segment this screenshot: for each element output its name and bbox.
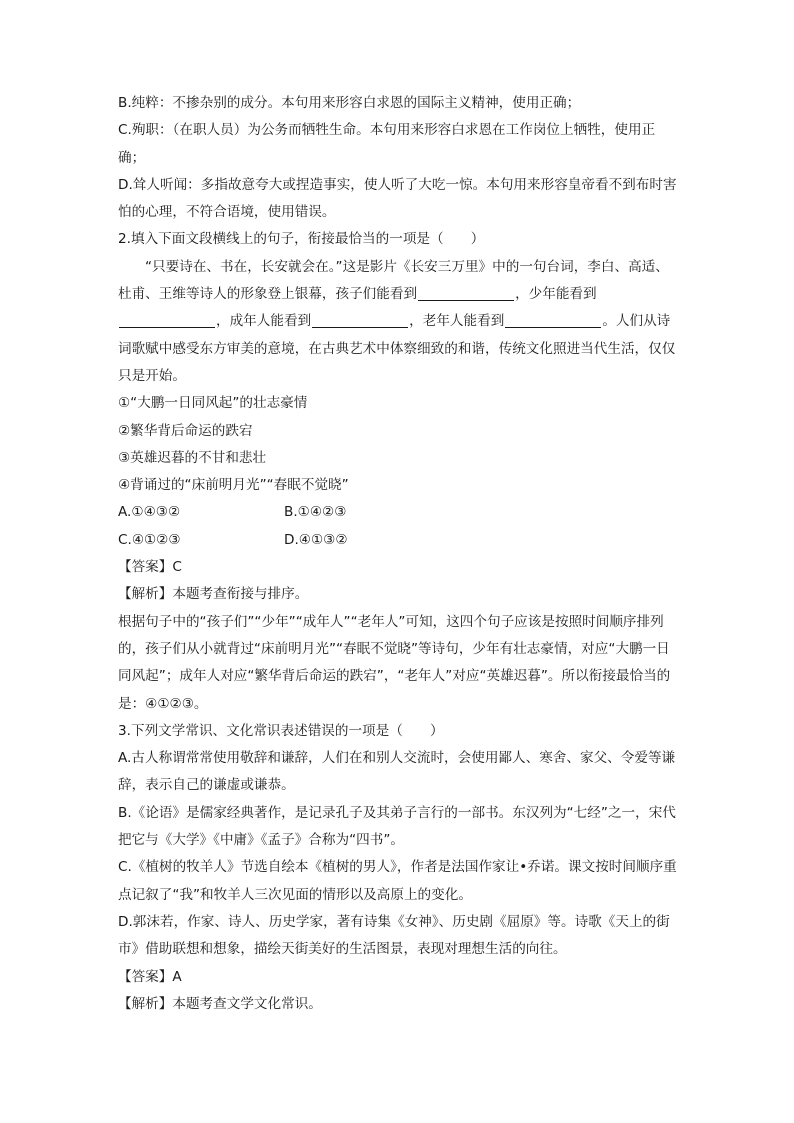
q3-option-d: D.郭沫若，作家、诗人、历史学家，著有诗集《女神》、历史剧《屈原》等。诗歌《天上的街市》借助联想和想象，描绘天街美好的生活图景，表现对理想生活的向往。 [118, 913, 670, 958]
q2-option-b: B.①④②③ [284, 504, 347, 521]
q3-analysis-title: 【解析】本题考查文学文化常识。 [118, 995, 322, 1012]
q2-blank-3 [312, 311, 408, 328]
q2-option-c: C.④①②③ [118, 531, 181, 548]
q3-option-c: C.《植树的牧羊人》节选自绘本《植树的男人》，作者是法国作家让•乔诺。课文按时间顺序重点记叙了“我”和牧羊人三次见面的情形以及高原上的变化。 [118, 859, 677, 903]
q2-item-1: ①“大鹏一日同风起”的壮志豪情 [118, 395, 308, 412]
q2-blank-4 [505, 311, 601, 328]
q1-option-c: C.殉职：（在职人员）为公务而牺牲生命。本句用来形容白求恩在工作岗位上牺牲，使用正确； [118, 122, 656, 166]
q2-analysis: 根据句子中的“孩子们”“少年”“成年人”“老年人”可知，这四个句子应该是按照时间顺序排列的，孩子们从小就背过“床前明月光”“春眠不觉晓”等诗句，少年有壮志豪情，对应“大鹏一日同风起”；成年人对应“繁华背后命运的跌宕”，“老年人”对应“英雄迟暮”。所以衔接最恰当的是：④①②③。 [118, 613, 671, 712]
q2-blank-1 [418, 284, 514, 301]
q2-item-3: ③英雄迟暮的不甘和悲壮 [118, 449, 267, 466]
q2-option-d: D.④①③② [284, 531, 348, 548]
q2-passage [118, 254, 678, 390]
q1-option-d: D.耸人听闻：多指故意夸大或捏造事实，使人听了大吃一惊。本句用来形容皇帝看不到布时害怕的心理，不符合语境，使用错误。 [118, 176, 677, 221]
q2-passage-part1: “只要诗在、书在，长安就会在。”这是影片《长安三万里》中的一句台词，李白、高适、杜甫、王维等诗人的形象登上银幕，孩子们能看到 [118, 258, 669, 303]
q2-passage-part5: 。人们从诗词歌赋中感受东方审美的意境，在古典艺术中体察细致的和谐，传统文化照进当代生活，仅仅只是开始。 [118, 313, 676, 384]
q2-options-row-1 [118, 499, 678, 526]
q2-passage-part4: ，老年人能看到 [409, 313, 505, 330]
document-page [118, 90, 678, 1018]
q2-item-4: ④背诵过的“床前明月光”“春眠不觉晓” [118, 477, 349, 494]
q2-stem: 2.填入下面文段横线上的句子，衔接最恰当的一项是（ ） [118, 231, 485, 248]
q2-analysis-title: 【解析】本题考查衔接与排序。 [118, 586, 309, 603]
q2-option-a: A.①④③② [118, 504, 181, 521]
q2-options-row-2 [118, 527, 678, 554]
q3-answer: 【答案】A [118, 968, 182, 985]
q3-stem: 3.下列文学常识、文化常识表述错误的一项是（ ） [118, 722, 444, 739]
q2-answer: 【答案】C [118, 559, 182, 576]
q1-option-b: B.纯粹：不掺杂别的成分。本句用来形容白求恩的国际主义精神，使用正确； [118, 95, 581, 111]
q2-passage-part3: ，成年人能看到 [216, 313, 312, 330]
q2-item-2: ②繁华背后命运的跌宕 [118, 422, 253, 439]
q2-passage-part2: ，少年能看到 [515, 286, 597, 303]
q2-blank-2 [119, 311, 215, 328]
q3-option-a: A.古人称谓常常使用敬辞和谦辞，人们在和别人交流时，会使用鄙人、寒舍、家父、令爱等谦辞，表示自己的谦虚或谦恭。 [118, 750, 676, 794]
q3-option-b: B.《论语》是儒家经典著作，是记录孔子及其弟子言行的一部书。东汉列为“七经”之一，宋代把它与《大学》《中庸》《孟子》合称为“四书”。 [118, 804, 676, 849]
